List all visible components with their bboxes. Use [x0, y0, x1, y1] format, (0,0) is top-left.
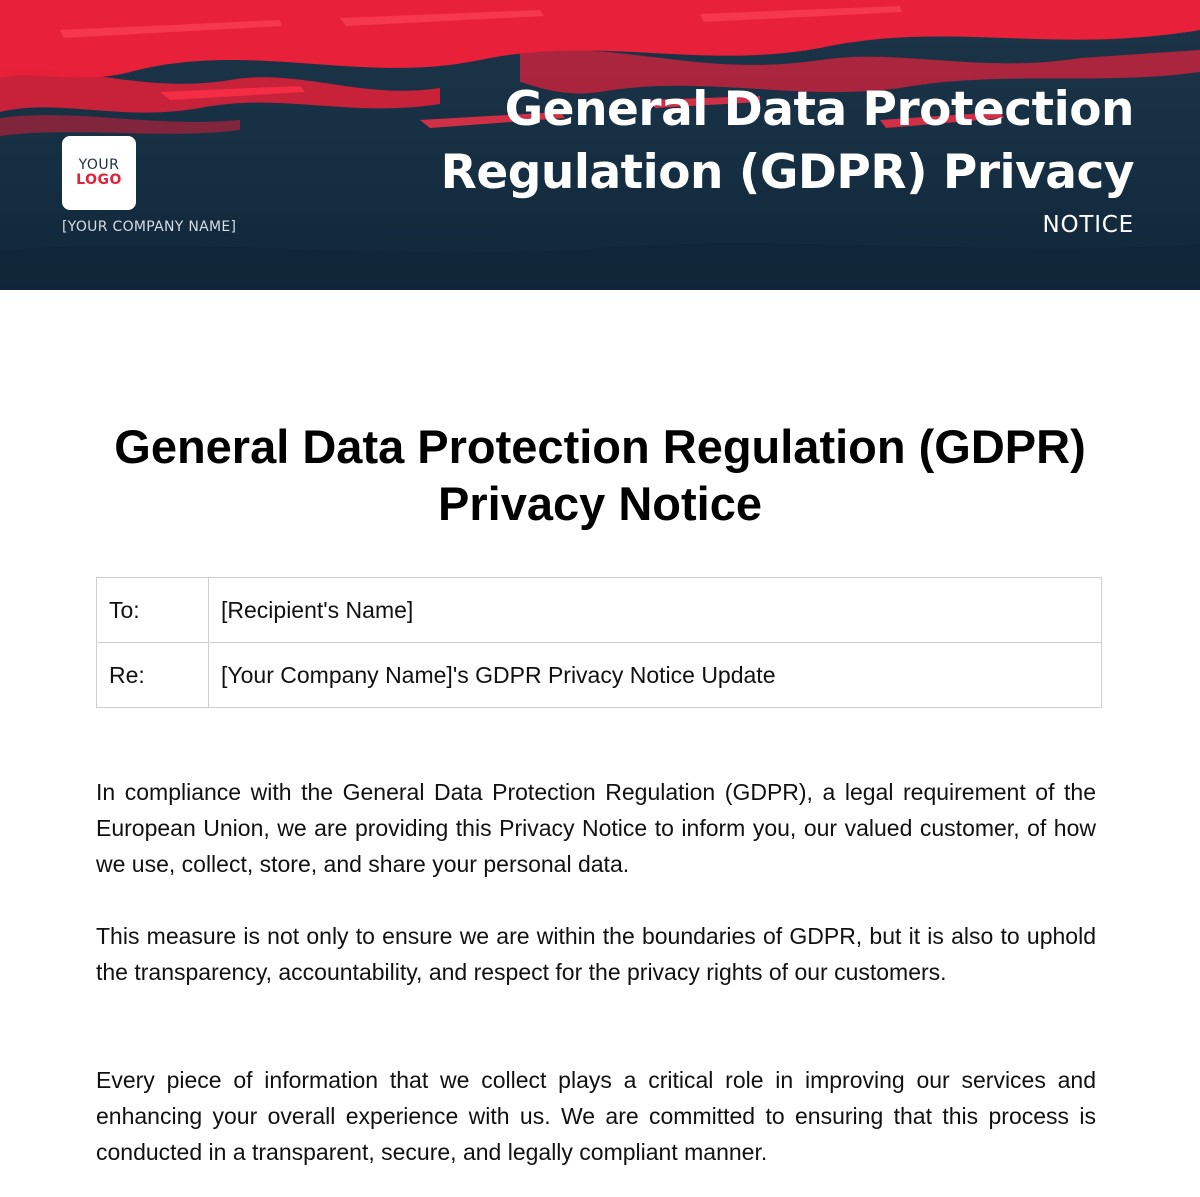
- table-row: [97, 643, 1102, 708]
- logo-line-1: YOUR: [78, 157, 120, 173]
- document-title: General Data Protection Regulation (GDPR) Privacy Notice: [114, 420, 1086, 530]
- company-name: [YOUR COMPANY NAME]: [62, 219, 237, 235]
- logo-line-2: LOGO: [76, 172, 122, 188]
- banner-subtitle: NOTICE: [1042, 212, 1134, 238]
- to-value: [Recipient's Name]: [209, 578, 1102, 643]
- to-label: To:: [97, 578, 209, 643]
- memo-header-table: [96, 577, 1102, 708]
- header-banner: [0, 0, 1200, 290]
- banner-title: General Data Protection Regulation (GDPR) Privacy: [440, 82, 1134, 200]
- paragraph-1: In compliance with the General Data Protection Regulation (GDPR), a legal requirement of the European Union, we are providing this Privacy Notice to inform you, our valued customer, of how we use, collect, store, and share your personal data.: [96, 779, 1096, 877]
- re-label: Re:: [97, 643, 209, 708]
- paragraph-3: Every piece of information that we collect plays a critical role in improving our services and enhancing your overall experience with us. We are committed to ensuring that this process is conducted in a transparent, secure, and legally compliant manner.: [96, 1067, 1096, 1165]
- re-value: [Your Company Name]'s GDPR Privacy Notice Update: [209, 643, 1102, 708]
- paragraph-2: This measure is not only to ensure we are within the boundaries of GDPR, but it is also to uphold the transparency, accountability, and respect for the privacy rights of our customers.: [96, 923, 1096, 985]
- company-logo: [62, 136, 136, 210]
- table-row: [97, 578, 1102, 643]
